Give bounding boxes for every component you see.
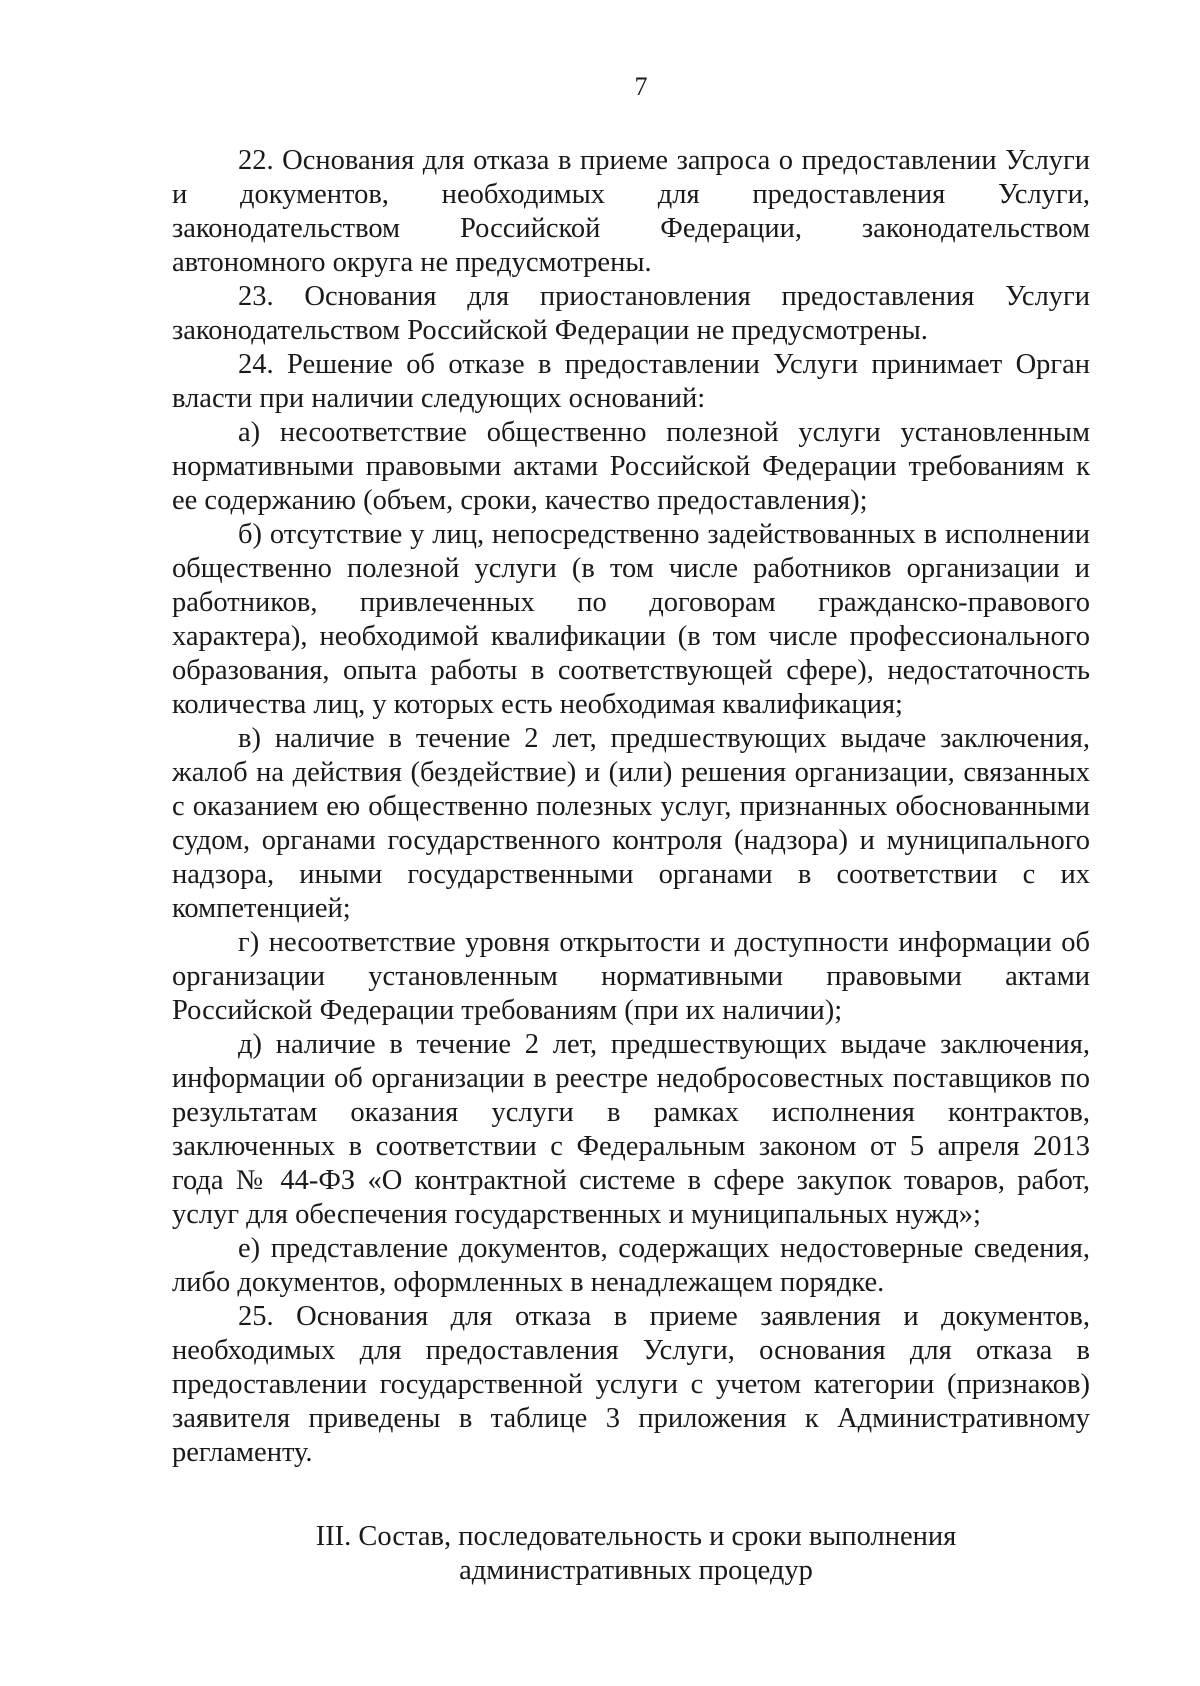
paragraph-24-b: б) отсутствие у лиц, непосредственно задействованных в исполнении общественно полезной услуги (в том числе работников организации и работников, привлеченных по договорам гражданско-правового характера), необходимой квалификации (в том числе профессионального образования, опыта работы в соответствующей сфере), недостаточность количества лиц, у которых есть необходимая квалификация; xyxy=(172,519,1090,720)
section-heading xyxy=(172,1520,1090,1588)
paragraph-24-a: а) несоответствие общественно полезной услуги установленным нормативными правовыми актами Российской Федерации требованиям к ее содержанию (объем, сроки, качество предоставления); xyxy=(172,417,1090,516)
paragraph-24-e: е) представление документов, содержащих недостоверные сведения, либо документов, оформленных в ненадлежащем порядке. xyxy=(172,1233,1090,1298)
paragraph-24-v: в) наличие в течение 2 лет, предшествующих выдаче заключения, жалоб на действия (бездействие) и (или) решения организации, связанных с оказанием ею общественно полезных услуг, признанных обоснованными судом, органами государственного контроля (надзора) и муниципального надзора, иными государственными органами в соответствии с их компетенцией; xyxy=(172,723,1090,924)
paragraph-25: 25. Основания для отказа в приеме заявления и документов, необходимых для предоставления Услуги, основания для отказа в предоставлении государственной услуги с учетом категории (признаков) заявителя приведены в таблице 3 приложения к Административному регламенту. xyxy=(172,1301,1090,1468)
section-heading-line-2: административных процедур xyxy=(459,1555,813,1586)
paragraph-24-d: д) наличие в течение 2 лет, предшествующих выдаче заключения, информации об организации в реестре недобросовестных поставщиков по результатам оказания услуги в рамках исполнения контрактов, заключенных в соответствии с Федеральным законом от 5 апреля 2013 года № 44-ФЗ «О контрактной системе в сфере закупок товаров, работ, услуг для обеспечения государственных и муниципальных нужд»; xyxy=(172,1029,1090,1230)
paragraph-24: 24. Решение об отказе в предоставлении Услуги принимает Орган власти при наличии следующих оснований: xyxy=(172,349,1090,414)
section-heading-line-1: III. Состав, последовательность и сроки выполнения xyxy=(315,1521,957,1552)
paragraph-24-g: г) несоответствие уровня открытости и доступности информации об организации установленным нормативными правовыми актами Российской Федерации требованиям (при их наличии); xyxy=(172,927,1090,1026)
paragraph-23: 23. Основания для приостановления предоставления Услуги законодательством Российской Федерации не предусмотрены. xyxy=(172,281,1090,346)
paragraph-22: 22. Основания для отказа в приеме запроса о предоставлении Услуги и документов, необходимых для предоставления Услуги, законодательством Российской Федерации, законодательством автономного округа не предусмотрены. xyxy=(172,145,1090,278)
page-number: 7 xyxy=(634,72,648,101)
